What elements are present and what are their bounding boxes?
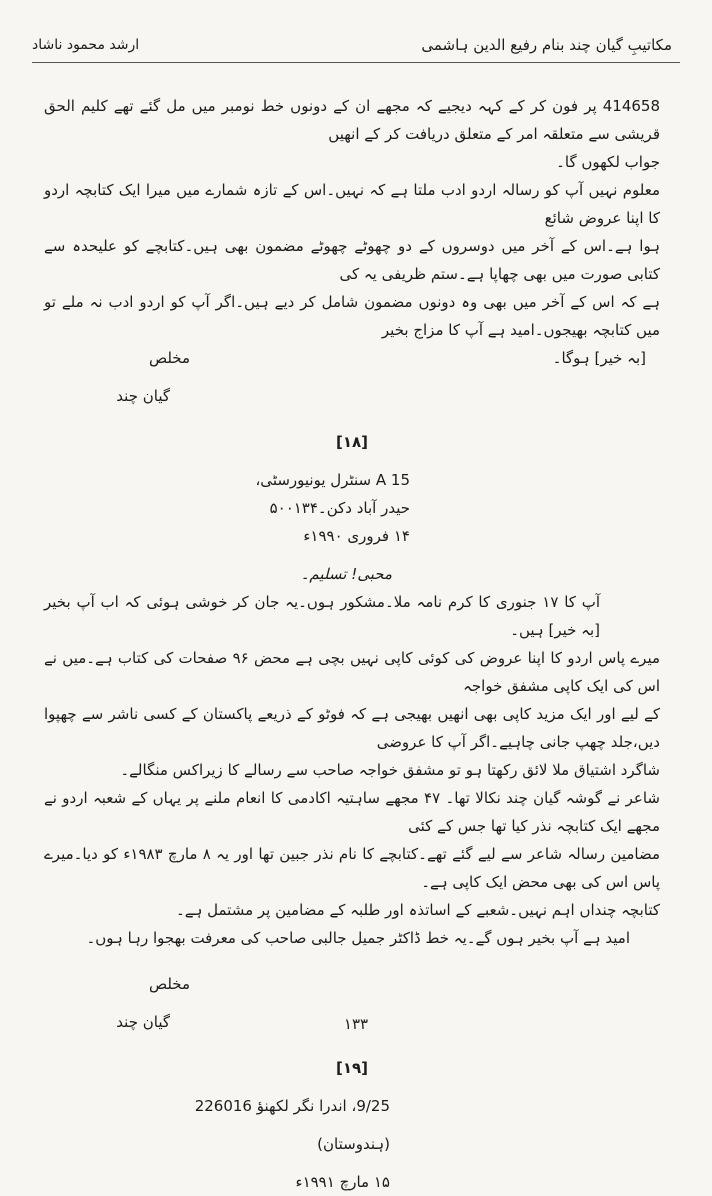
paragraph-line: 414658 پر فون کر کے کہہ دیجیے کہ مجھے ان کے دونوں خط نومبر میں مل گئے تھے کلیم الحق قریشی سے متعلقہ امر کے متعلق دریافت کر کے انھیں [44,97,660,143]
paragraph-line: آپ کا ۱۷ جنوری کا کرم نامہ ملا۔مشکور ہوں۔یہ جان کر خوشی ہوئی کہ اب آپ بخیر [بہ خیر] ہیں۔ [44,593,600,639]
address-line: 9/25، اندرا نگر لکھنؤ 226016 [194,1097,390,1115]
signature: گیان چند [116,387,170,405]
address-line: حیدر آباد دکن۔۵۰۰۱۳۴ [269,499,410,517]
paragraph-line: ہے کہ اس کے آخر میں بھی وہ دونوں مضمون شامل کر دیے ہیں۔اگر آپ کو اردو ادب نہ ملے تو میں کتابچہ بھیجوں۔امید ہے آپ کا مزاج بخیر [44,293,660,339]
paragraph-line: مضامین رسالہ شاعر سے لیے گئے تھے۔کتابچے کا نام نذر جبین تھا اور یہ ۸ مارچ ۱۹۸۳ء کو دیا۔میرے پاس اس کی بھی محض ایک کاپی ہے۔ [44,845,661,891]
author-name: ارشد محمود ناشاد [32,37,140,53]
salutation: محبی! تسلیم۔ [300,565,392,583]
address-line: 15 A سنٹرل یونیورسٹی، [255,471,410,489]
address-line: (ہندوستان) [317,1135,390,1153]
address-line: ۱۴ فروری ۱۹۹۰ء [303,527,410,545]
letter-number: [۱۸] [335,433,369,451]
letter-17 [44,92,660,410]
signature: گیان چند [116,1013,170,1031]
signoff: مخلص [148,349,190,367]
paragraph-line: [بہ خیر] ہوگا۔ [552,349,646,367]
paragraph-line: میرے پاس اردو کا اپنا عروض کی کوئی کاپی نہیں بچی ہے محض ۹۶ صفحات کی کتاب ہے۔میں نے اس کی ایک کاپی مشفق خواجہ [44,649,661,695]
address-line: ۱۵ مارچ ۱۹۹۱ء [295,1173,390,1191]
paragraph-line: ہوا ہے۔اس کے آخر میں دوسروں کے دو چھوٹے چھوٹے مضمون بھی ہیں۔کتابچے کو علیحدہ سے کتابی صورت میں بھی چھاپا ہے۔ستم ظریفی یہ کی [44,237,660,283]
signoff: مخلص [148,975,190,993]
letter-18 [44,466,660,1036]
paragraph-line: شاعر نے گوشہ گیان چند نکالا تھا۔ ۴۷ مجھے ساہتیہ اکادمی کا انعام ملنے پر یہاں کے شعبہ اردو نے مجھے ایک کتابچہ نذر کیا تھا جس کے کئی [44,789,660,835]
paragraph-line: کے لیے اور ایک مزید کاپی بھی انھیں بھیجی ہے کہ فوٹو کے ذریعے پاکستان کے کسی ناشر سے چھپوا دیں،جلد چھپ جانی چاہیے۔اگر آپ کا عروضی [44,705,660,751]
page-number: ۱۳۳ [343,1015,369,1033]
letter-number: [۱۹] [335,1059,369,1077]
running-header [32,36,672,54]
letter-19 [44,1092,660,1196]
paragraph-line: جواب لکھوں گا۔ [556,153,660,171]
paragraph-line: شاگرد اشتیاق ملا لائق رکھتا ہو تو مشفق خواجہ صاحب سے رسالے کا زیراکس منگالے۔ [120,761,660,779]
book-title: مکاتیبِ گیان چند بنام رفیع الدین ہاشمی [421,36,672,54]
paragraph-line: کتابچہ چنداں اہم نہیں۔شعبے کے اساتذہ اور طلبہ کے مضامین پر مشتمل ہے۔ [176,901,660,919]
paragraph-line: معلوم نہیں آپ کو رسالہ اردو ادب ملتا ہے کہ نہیں۔اس کے تازہ شمارے میں میرا ایک کتابچہ اردو کا اپنا عروض شائع [44,181,660,227]
header-rule [32,62,680,63]
paragraph-line: امید ہے آپ بخیر ہوں گے۔یہ خط ڈاکٹر جمیل جالبی صاحب کی معرفت بھجوا رہا ہوں۔ [86,929,630,947]
